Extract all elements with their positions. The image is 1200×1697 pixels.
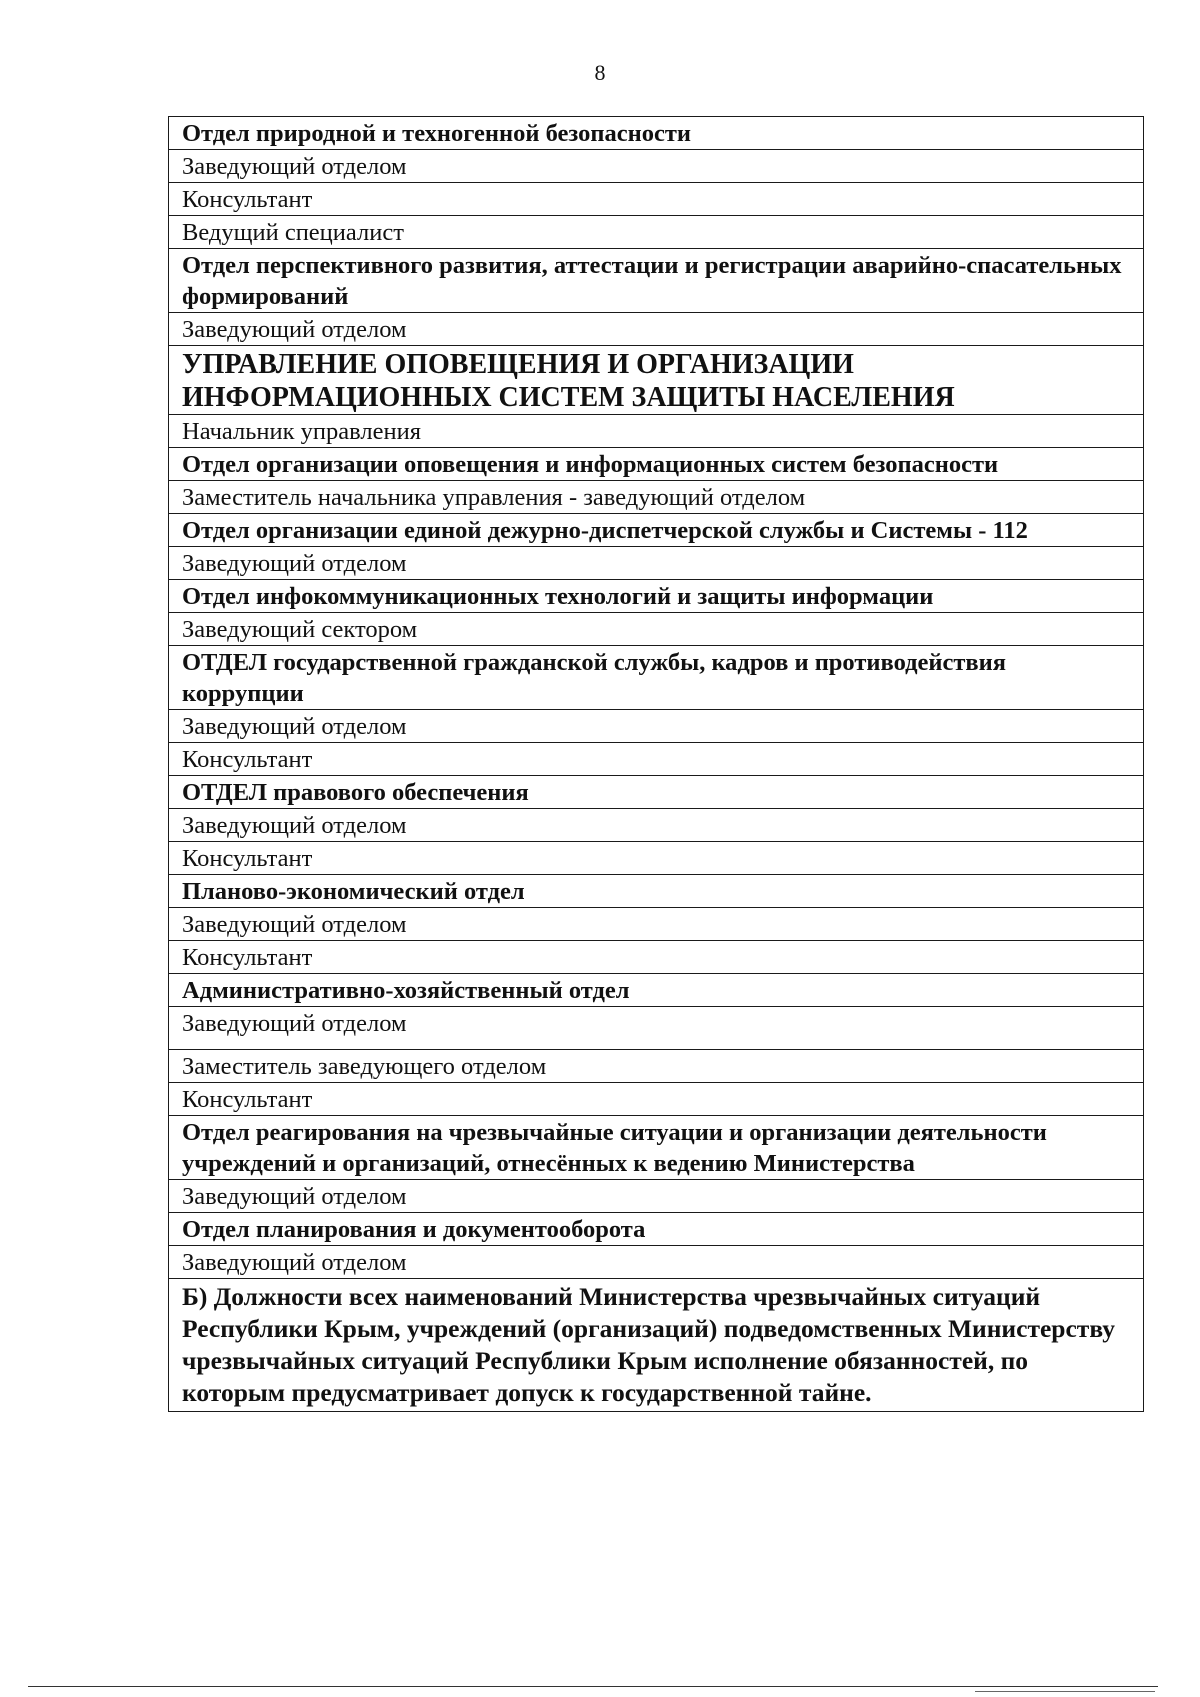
position-title: Заведующий отделом [169, 809, 1144, 842]
position-title: Заведующий сектором [169, 613, 1144, 646]
section-header-row [169, 646, 1144, 710]
position-row [169, 809, 1144, 842]
section-header-row [169, 580, 1144, 613]
section-header-row [169, 346, 1144, 415]
position-row [169, 613, 1144, 646]
section-title: ОТДЕЛ правового обеспечения [169, 776, 1144, 809]
position-title: Заведующий отделом [169, 1246, 1144, 1279]
section-header-row [169, 1279, 1144, 1412]
section-header-row [169, 1213, 1144, 1246]
position-title: Консультант [169, 842, 1144, 875]
position-row [169, 710, 1144, 743]
position-title: Консультант [169, 183, 1144, 216]
section-title: Отдел перспективного развития, аттестации и регистрации аварийно-спасательных формирований [169, 249, 1144, 313]
position-row [169, 481, 1144, 514]
section-header-row [169, 249, 1144, 313]
position-row [169, 216, 1144, 249]
position-row [169, 150, 1144, 183]
position-row [169, 1246, 1144, 1279]
position-row [169, 313, 1144, 346]
section-title: Б) Должности всех наименований Министерства чрезвычайных ситуаций Республики Крым, учреждений (организаций) подведомственных Министерству чрезвычайных ситуаций Республики Крым исполнение обязанностей, по которым предусматривает допуск к государственной тайне. [169, 1279, 1144, 1412]
position-title: Заведующий отделом [169, 547, 1144, 580]
section-title: ОТДЕЛ государственной гражданской службы, кадров и противодействия коррупции [169, 646, 1144, 710]
position-row [169, 1050, 1144, 1083]
positions-table [168, 116, 1144, 1412]
section-header-row [169, 448, 1144, 481]
position-title: Заведующий отделом [169, 313, 1144, 346]
position-title: Начальник управления [169, 415, 1144, 448]
section-title: Отдел планирования и документооборота [169, 1213, 1144, 1246]
section-title: Планово-экономический отдел [169, 875, 1144, 908]
bottom-rule [28, 1686, 1158, 1687]
position-row [169, 842, 1144, 875]
bottom-rule-short [975, 1691, 1155, 1692]
section-title: Административно-хозяйственный отдел [169, 974, 1144, 1007]
section-header-row [169, 514, 1144, 547]
section-header-row [169, 776, 1144, 809]
position-row [169, 1180, 1144, 1213]
section-title: Отдел организации единой дежурно-диспетчерской службы и Системы - 112 [169, 514, 1144, 547]
page-number: 8 [594, 60, 606, 85]
position-title: Заведующий отделом [169, 1007, 1144, 1050]
section-header-row [169, 1116, 1144, 1180]
section-title: Отдел реагирования на чрезвычайные ситуации и организации деятельности учреждений и организаций, отнесённых к ведению Министерства [169, 1116, 1144, 1180]
position-title: Заведующий отделом [169, 150, 1144, 183]
position-row [169, 415, 1144, 448]
section-header-row [169, 117, 1144, 150]
position-title: Заведующий отделом [169, 1180, 1144, 1213]
position-row [169, 547, 1144, 580]
position-title: Заведующий отделом [169, 908, 1144, 941]
section-header-row [169, 974, 1144, 1007]
position-title: Заведующий отделом [169, 710, 1144, 743]
position-title: Заместитель начальника управления - заведующий отделом [169, 481, 1144, 514]
position-title: Заместитель заведующего отделом [169, 1050, 1144, 1083]
position-row [169, 743, 1144, 776]
position-title: Консультант [169, 1083, 1144, 1116]
position-row [169, 908, 1144, 941]
position-row [169, 183, 1144, 216]
position-title: Консультант [169, 941, 1144, 974]
section-header-row [169, 875, 1144, 908]
section-title: Отдел природной и техногенной безопасности [169, 117, 1144, 150]
position-title: Ведущий специалист [169, 216, 1144, 249]
position-row [169, 941, 1144, 974]
positions-table-body [169, 117, 1144, 1412]
section-title: Отдел организации оповещения и информационных систем безопасности [169, 448, 1144, 481]
position-row [169, 1083, 1144, 1116]
section-title: Отдел инфокоммуникационных технологий и защиты информации [169, 580, 1144, 613]
section-title: УПРАВЛЕНИЕ ОПОВЕЩЕНИЯ И ОРГАНИЗАЦИИ ИНФОРМАЦИОННЫХ СИСТЕМ ЗАЩИТЫ НАСЕЛЕНИЯ [169, 346, 1144, 415]
position-row [169, 1007, 1144, 1050]
position-title: Консультант [169, 743, 1144, 776]
